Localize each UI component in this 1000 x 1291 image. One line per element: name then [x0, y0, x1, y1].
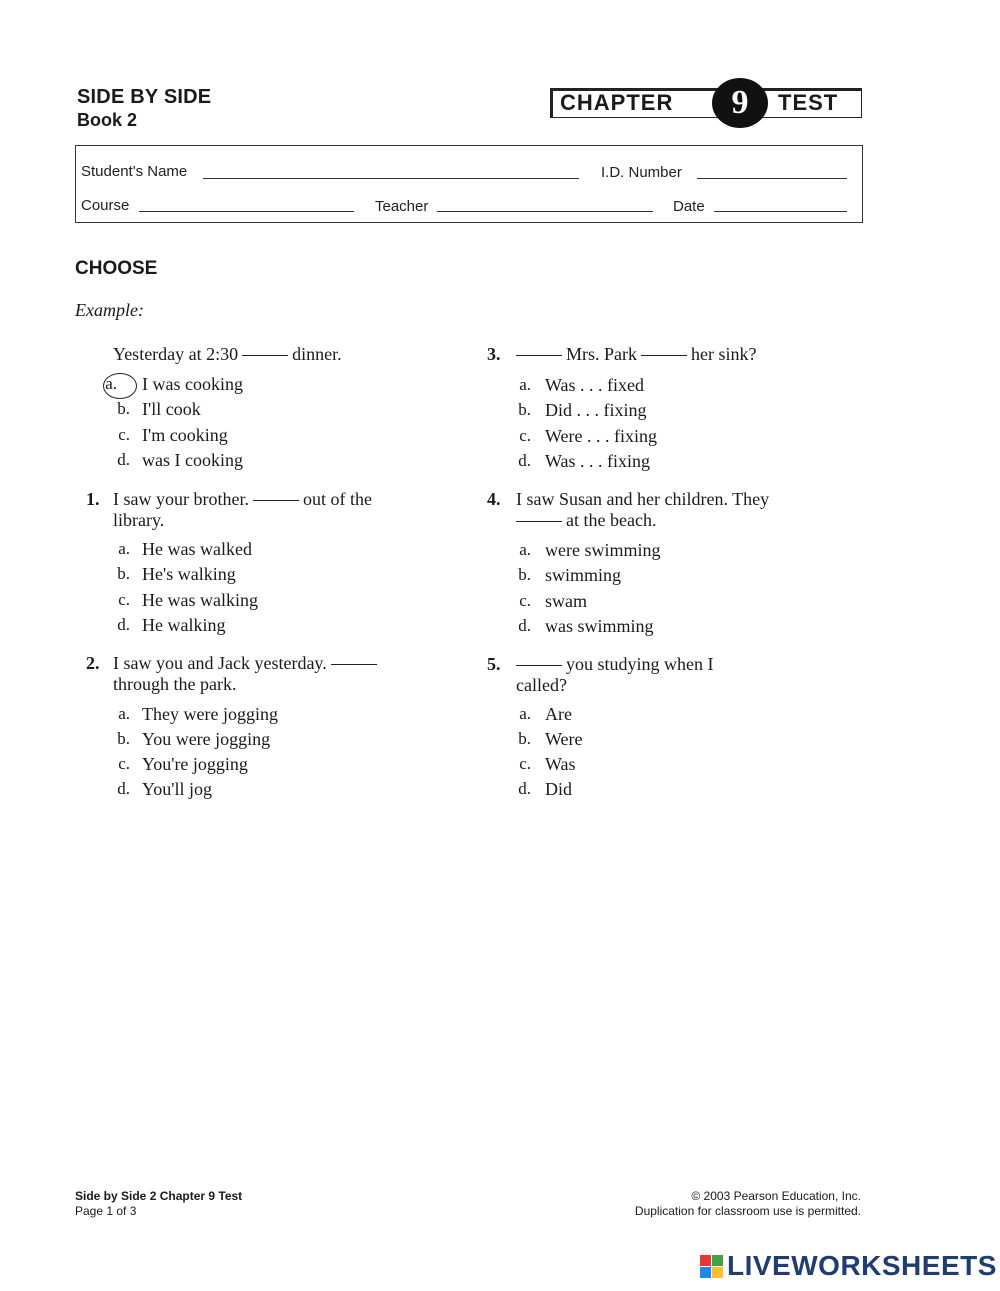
stem-text: Mrs. Park	[566, 344, 637, 364]
q2-option-b[interactable]: You were jogging	[142, 729, 271, 749]
question-number: 1.	[86, 489, 100, 509]
chapter-number-badge: 9	[712, 78, 768, 128]
question-1-stem	[113, 489, 372, 531]
date-field[interactable]	[714, 211, 847, 212]
student-name-label: Student's Name	[81, 163, 188, 180]
logo-square	[712, 1255, 723, 1266]
option-letter: b.	[117, 729, 130, 748]
id-number-field[interactable]	[697, 178, 847, 179]
option-letter: a.	[118, 704, 130, 723]
q2-option-d[interactable]: You'll jog	[142, 779, 212, 799]
stem-text: I saw your brother.	[113, 489, 249, 509]
option-letter: b.	[117, 399, 130, 418]
q1-option-b[interactable]: He's walking	[142, 564, 236, 584]
question-number: 4.	[487, 489, 501, 509]
question-3-stem	[516, 344, 756, 365]
example-stem	[113, 344, 342, 365]
option-letter: d.	[518, 779, 531, 798]
stem-text: called?	[516, 675, 567, 695]
option-letter: a.	[519, 375, 531, 394]
book-label: Book 2	[77, 110, 138, 130]
footer-copyright: © 2003 Pearson Education, Inc.	[691, 1189, 861, 1203]
q2-option-a[interactable]: They were jogging	[142, 704, 278, 724]
stem-text: through the park.	[113, 674, 237, 694]
example-stem-start: Yesterday at 2:30	[113, 344, 239, 364]
q4-option-a[interactable]: were swimming	[545, 540, 661, 560]
option-letter: b.	[518, 729, 531, 748]
option-letter: c.	[519, 426, 531, 445]
q4-option-c[interactable]: swam	[545, 591, 587, 611]
question-number: 2.	[86, 653, 100, 673]
q4-option-d[interactable]: was swimming	[545, 616, 654, 636]
q5-option-b[interactable]: Were	[545, 729, 583, 749]
option-letter: c.	[519, 591, 531, 610]
q1-option-c[interactable]: He was walking	[142, 590, 258, 610]
q3-option-d[interactable]: Was . . . fixing	[545, 451, 651, 471]
option-letter: c.	[118, 754, 130, 773]
q2-option-c[interactable]: You're jogging	[142, 754, 248, 774]
series-title: SIDE BY SIDE	[77, 86, 212, 108]
option-letter: d.	[518, 451, 531, 470]
option-letter: c.	[118, 425, 130, 444]
question-number: 3.	[487, 344, 501, 364]
q5-option-c[interactable]: Was	[545, 754, 576, 774]
teacher-label: Teacher	[375, 198, 429, 215]
q1-option-d[interactable]: He walking	[142, 615, 226, 635]
student-name-field[interactable]	[203, 178, 579, 179]
course-label: Course	[81, 197, 130, 214]
answer-blank	[253, 500, 299, 501]
teacher-field[interactable]	[437, 211, 653, 212]
stem-text: her sink?	[691, 344, 757, 364]
example-option-b[interactable]: I'll cook	[142, 399, 201, 419]
q3-option-c[interactable]: Were . . . fixing	[545, 426, 658, 446]
date-label: Date	[673, 198, 705, 215]
option-letter: b.	[518, 565, 531, 584]
stem-text: you studying when I	[566, 654, 714, 674]
logo-square	[712, 1267, 723, 1278]
logo-square	[700, 1255, 711, 1266]
logo-text: LIVEWORKSHEETS	[727, 1250, 997, 1281]
stem-text: out of the	[302, 489, 372, 509]
footer-permission: Duplication for classroom use is permitted.	[634, 1204, 861, 1218]
answer-blank	[641, 355, 687, 356]
footer-right	[635, 1189, 861, 1219]
example-option-c[interactable]: I'm cooking	[142, 425, 228, 445]
question-5-stem	[516, 654, 714, 696]
question-4-stem	[516, 489, 769, 531]
option-letter: d.	[117, 779, 130, 798]
example-option-a[interactable]: I was cooking	[142, 374, 243, 394]
q5-option-a[interactable]: Are	[545, 704, 572, 724]
option-letter: d.	[518, 616, 531, 635]
chapter-word: CHAPTER	[560, 90, 674, 115]
footer-page: Page 1 of 3	[75, 1204, 137, 1218]
example-stem-end: dinner.	[292, 344, 342, 364]
answer-blank	[242, 355, 288, 356]
q4-option-b[interactable]: swimming	[545, 565, 622, 585]
option-letter: c.	[118, 590, 130, 609]
stem-text: I saw you and Jack yesterday.	[113, 653, 327, 673]
stem-text: at the beach.	[566, 510, 657, 530]
option-letter: a.	[519, 540, 531, 559]
option-letter: a.	[519, 704, 531, 723]
course-field[interactable]	[139, 211, 354, 212]
answer-blank	[516, 355, 562, 356]
logo-squares-icon	[700, 1255, 723, 1278]
stem-text: library.	[113, 510, 165, 530]
option-letter: b.	[117, 564, 130, 583]
stem-text: I saw Susan and her children. They	[516, 489, 770, 509]
q5-option-d[interactable]: Did	[545, 779, 572, 799]
question-2-stem	[113, 653, 381, 695]
q3-option-a[interactable]: Was . . . fixed	[545, 375, 645, 395]
liveworksheets-logo[interactable]	[700, 1250, 997, 1282]
example-option-d[interactable]: was I cooking	[142, 450, 243, 470]
answer-blank	[516, 665, 562, 666]
q3-option-b[interactable]: Did . . . fixing	[545, 400, 647, 420]
footer-title: Side by Side 2 Chapter 9 Test	[75, 1189, 243, 1203]
q1-option-a[interactable]: He was walked	[142, 539, 252, 559]
logo-square	[700, 1267, 711, 1278]
test-word: TEST	[778, 90, 839, 115]
option-letter: a.	[105, 374, 117, 393]
option-letter: d.	[117, 450, 130, 469]
footer-left	[75, 1189, 242, 1219]
section-heading: CHOOSE	[75, 258, 158, 279]
answer-blank	[516, 521, 562, 522]
option-letter: c.	[519, 754, 531, 773]
answer-blank	[331, 664, 377, 665]
question-number: 5.	[487, 654, 501, 674]
example-label: Example:	[75, 300, 144, 320]
option-letter: a.	[118, 539, 130, 558]
option-letter: b.	[518, 400, 531, 419]
option-letter: d.	[117, 615, 130, 634]
id-number-label: I.D. Number	[601, 164, 682, 181]
